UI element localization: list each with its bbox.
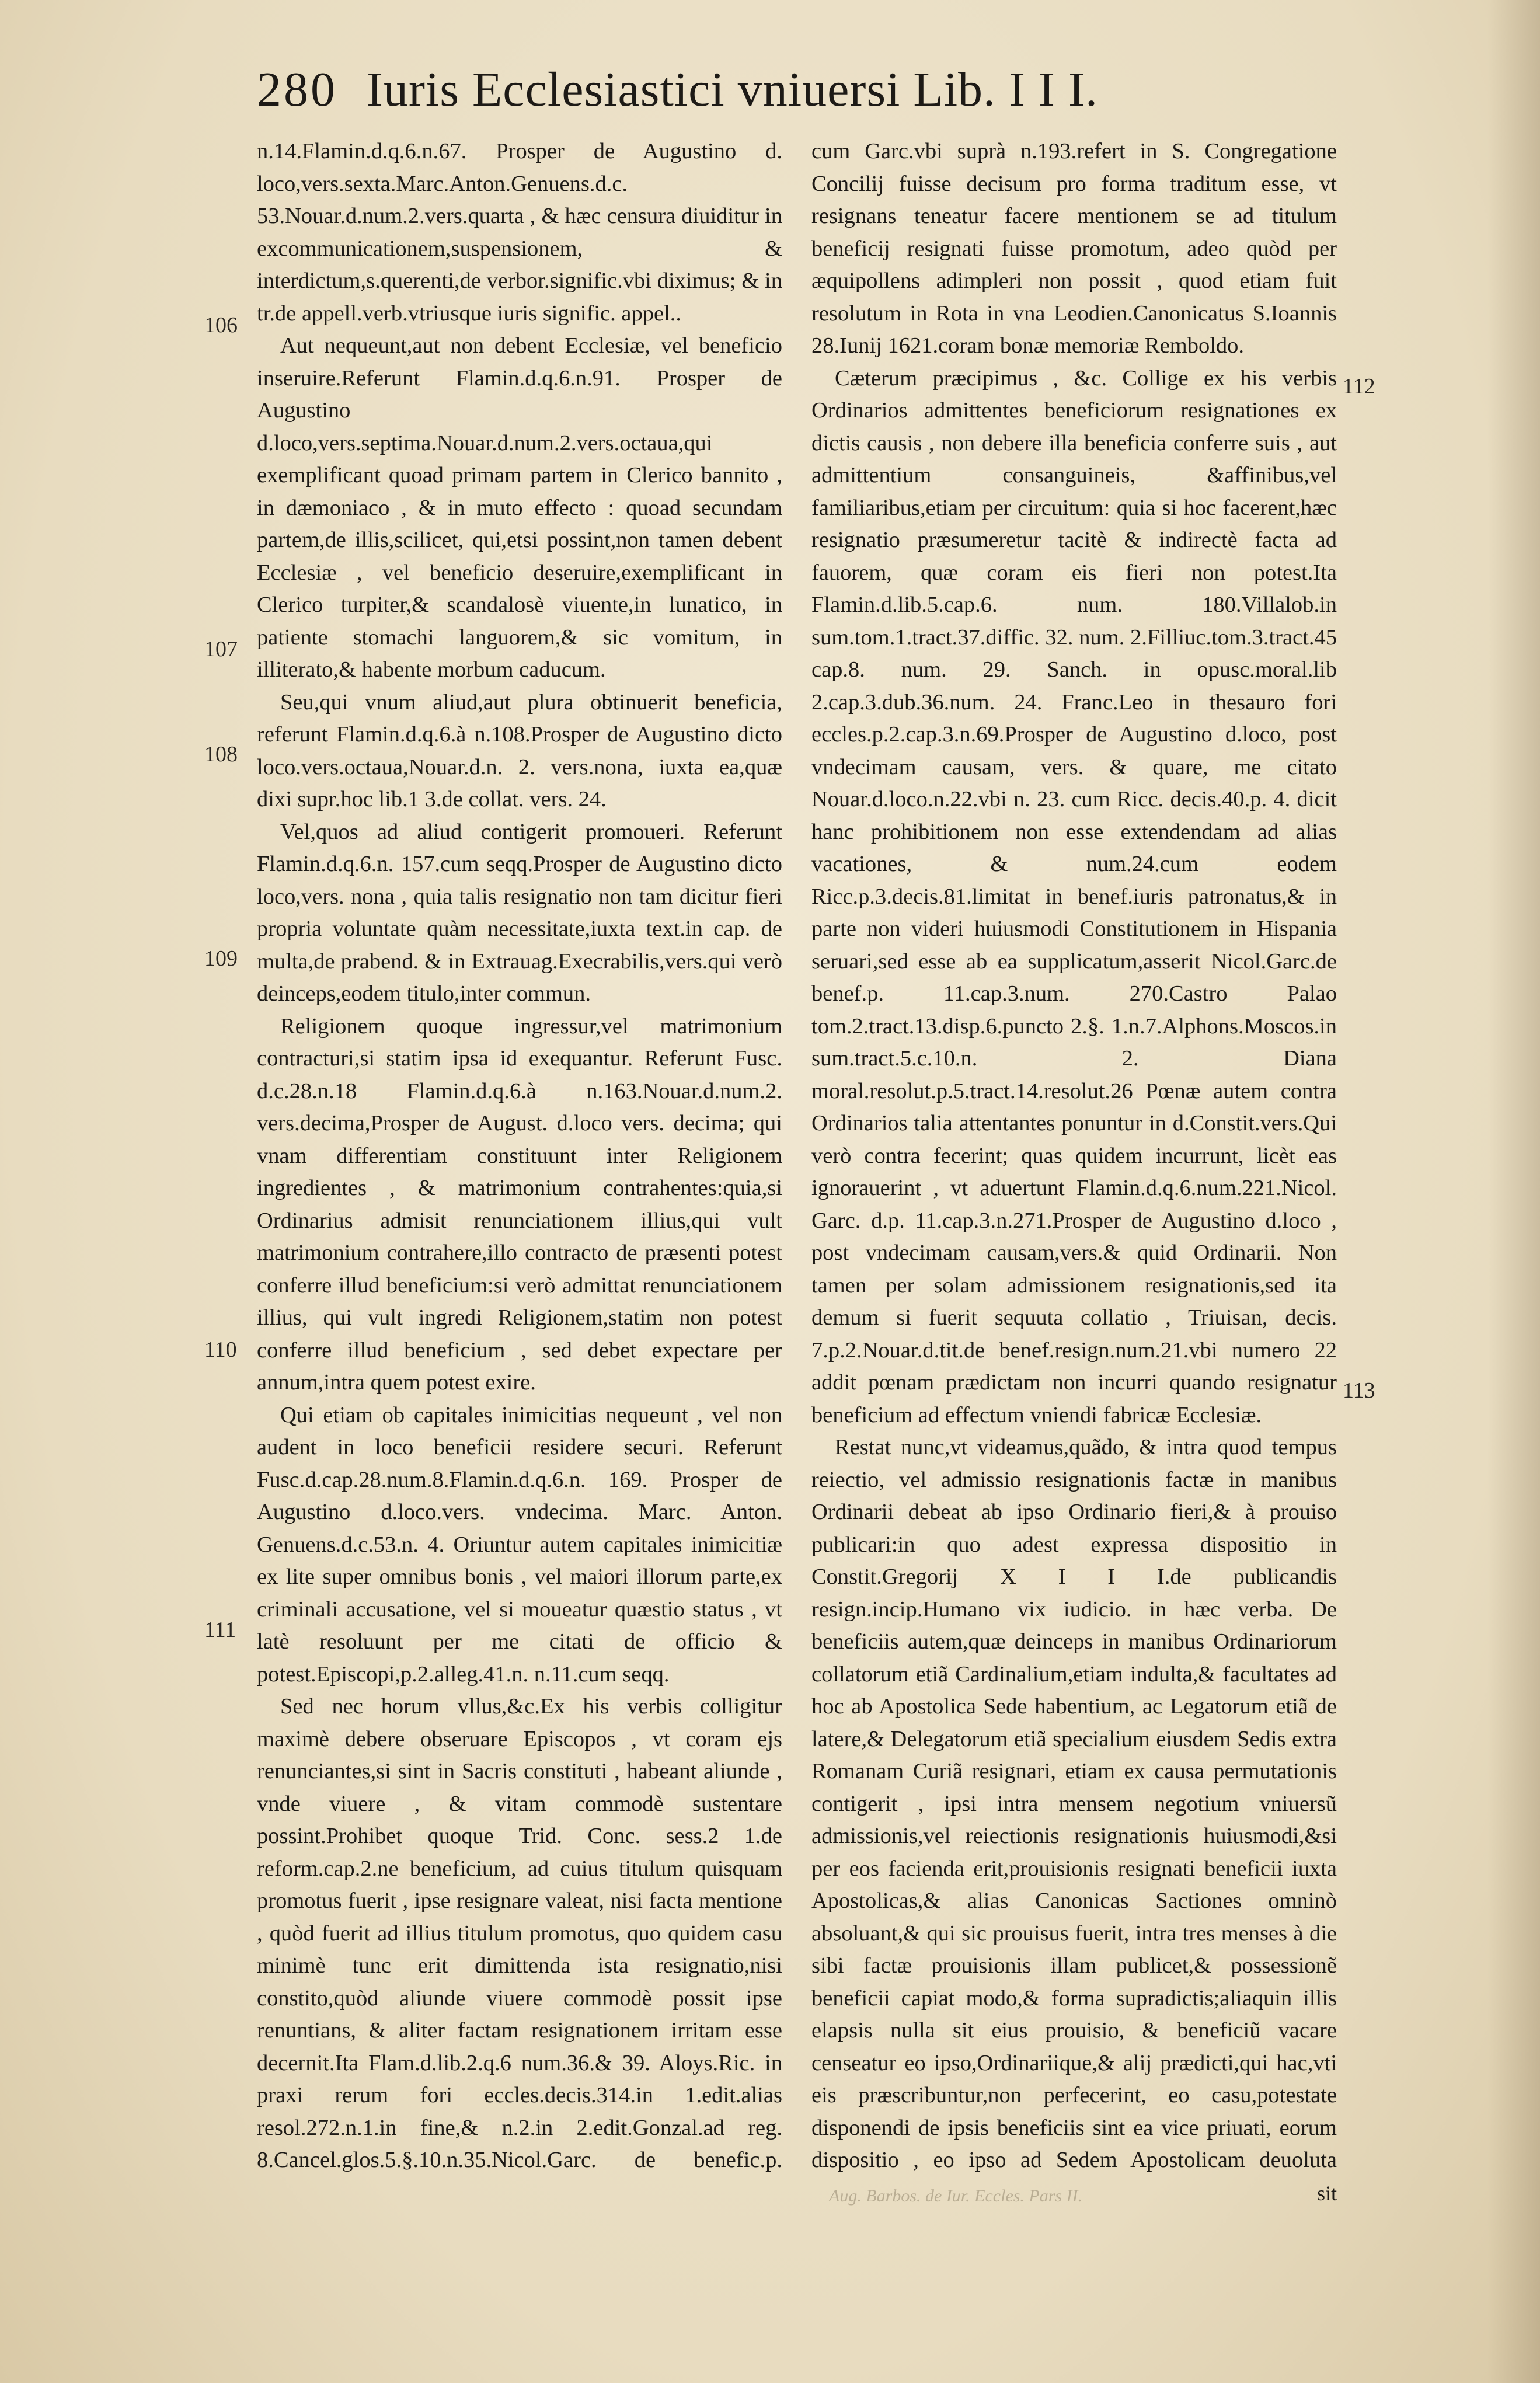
paragraph: Cæterum præcipimus , &c. Collige ex his verbis Ordinarios admittentes beneficiorum resignationes ex dictis causis , non debere illa beneficia conferre suis , aut admittentium consanguineis, &affinibus,vel familiaribus,etiam per circuitum: quia si hoc facerent,hæc resignatio præsumeretur tacitè & indirectè facta ad fauorem, quæ coram eis fieri non potest.Ita Flamin.d.lib.5.cap.6. num. 180.Villalob.in sum.tom.1.tract.37.diffic. 32. num. 2.Filliuc.tom.3.tract.45 cap.8. num. 29. Sanch. in opusc.moral.lib 2.cap.3.dub.36.num. 24. Franc.Leo in thesauro fori eccles.p.2.cap.3.n.69.Prosper de Augustino d.loco, post vndecimam causam, vers. & quare, me citato Nouar.d.loco.n.22.vbi n. 23. cum Ricc. decis.40.p. 4. dicit hanc prohibitionem non esse extendendam ad alias vacationes, & num.24.cum eodem Ricc.p.3.decis.81.limitat in benef.iuris patronatus,& in parte non videri huiusmodi Constitutionem in Hispania seruari,sed esse ab ea supplicatum,asserit Nicol.Garc.de benef.p. 11.cap.3.num. 270.Castro Palao tom.2.tract.13.disp.6.puncto 2.§. 1.n.7.Alphons.Moscos.in sum.tract.5.c.10.n. 2. Diana moral.resolut.p.5.tract.14.resolut.26 Pœnæ autem contra Ordinarios talia attentantes ponuntur in d.Constit.vers.Qui verò contra fecerint; quas quidem incurrunt, licèt eas ignorauerint , vt aduertunt Flamin.d.q.6.num.221.Nicol. Garc. d.p. 11.cap.3.n.271.Prosper de Augustino d.loco , post vndecimam causam,vers.& quid Ordinarii. Non tamen per solam admissionem resignationis,sed ita demum si fuerit sequuta collatio , Triuisan, decis. 7.p.2.Nouar.d.tit.de benef.resign.num.21.vbi numero 22 addit pœnam prædictam non incurri quando resignatur beneficium ad effectum vniendi fabricæ Ecclesiæ. bbox=[811, 365, 1337, 1427]
paragraph: Qui etiam ob capitales inimicitias nequeunt , vel non audent in loco beneficii residere securi. Referunt Fusc.d.cap.28.num.8.Flamin.d.q.6.n. 169. Prosper de Augustino d.loco.vers. vndecima. Marc. Anton. Genuens.d.c.53.n. 4. Oriuntur autem capitales inimicitiæ ex lite super omnibus bonis , vel maiori illorum parte,ex criminali accusatione, vel si moueatur quæstio status , vt latè resoluunt per me citati de officio & potest.Episcopi,p.2.alleg.41.n. n.11.cum seqq. bbox=[257, 1402, 782, 1687]
right-text-column bbox=[811, 135, 1337, 2179]
paragraph: Sed nec horum vllus,&c.Ex his verbis colligitur maximè debere obseruare Episcopos , vt coram ejs renunciantes,si sint in Sacris constituti , habeant aliunde , vnde viuere , & vitam commodè sustentare possint.Prohibet quoque Trid. Conc. sess.2 1.de reform.cap.2.ne beneficium, ad cuius titulum quisquam promotus fuerit , ipse resignare valeat, nisi facta mentione , quòd fuerit ad illius titulum promotus, quo quidem casu minimè tunc erit dimittenda ista resignatio,nisi constito,quòd aliunde viuere commodè possit ipse renuntians, & aliter factam resignationem irritam esse decernit.Ita Flam.d.lib.2.q.6 num.36.& 39. Aloys.Ric. in praxi rerum fori eccles.decis.314.in 1.edit.alias resol.272.n.1.in fine,& n.2.in 2.edit.Gonzal.ad reg. 8.Cancel.glos.5.§.10.n.35.Nicol.Garc. de benefic.p. bbox=[257, 1694, 782, 2172]
margin-number-108: 108 bbox=[204, 742, 238, 767]
margin-number-111: 111 bbox=[204, 1618, 236, 1642]
catchword: sit bbox=[1316, 2182, 1337, 2205]
margin-number-113: 113 bbox=[1343, 1378, 1375, 1403]
paragraph: Vel,quos ad aliud contigerit promoueri. Referunt Flamin.d.q.6.n. 157.cum seqq.Prosper de Augustino dicto loco,vers. nona , quia talis resignatio non tam dicitur fieri propria voluntate quàm necessitate,iuxta text.in cap. de multa,de prabend. & in Extrauag.Execrabilis,vers.qui verò deinceps,eodem titulo,inter commun. bbox=[257, 819, 782, 1006]
page-number: 280 bbox=[257, 62, 337, 117]
paragraph: Aut nequeunt,aut non debent Ecclesiæ, vel beneficio inseruire.Referunt Flamin.d.q.6.n.91. Prosper de Augustino d.loco,vers.septima.Nouar.d.num.2.vers.octaua,qui exemplificant quoad primam partem in Clerico bannito , in dæmoniaco , & in muto effecto : quoad secundam partem,de illis,scilicet, qui,etsi possint,non tamen debent Ecclesiæ , vel beneficio deseruire,exemplificant in Clerico turpiter,& scandalosè viuente,in lunatico, in patiente stomachi languorem,& sic vomitum, in illiterato,& habente morbum caducum. bbox=[257, 333, 782, 682]
margin-number-109: 109 bbox=[204, 946, 238, 971]
margin-number-107: 107 bbox=[204, 637, 238, 661]
bleed-through-text: Aug. Barbos. de Iur. Eccles. Pars II. bbox=[829, 2186, 1083, 2206]
page-gutter-shadow bbox=[1487, 0, 1540, 2383]
running-header bbox=[257, 61, 1331, 126]
margin-number-112: 112 bbox=[1343, 374, 1375, 399]
paragraph: n.14.Flamin.d.q.6.n.67. Prosper de Augustino d. loco,vers.sexta.Marc.Anton.Genuens.d.c. 53.Nouar.d.num.2.vers.quarta , & hæc censura diuiditur in excommunicationem,suspensionem, & interdictum,s.querenti,de verbor.signific.vbi diximus; & in tr.de appell.verb.vtriusque iuris signific. appel.. bbox=[257, 139, 782, 326]
running-title: Iuris Ecclesiastici vniuersi Lib. I I I. bbox=[367, 62, 1098, 117]
margin-number-110: 110 bbox=[204, 1337, 237, 1362]
paragraph: Restat nunc,vt videamus,quãdo, & intra quod tempus reiectio, vel admissio resignationis factæ in manibus Ordinarii debeat ab ipso Ordinario fieri,& à prouiso publicari:in quo adest expressa dispositio in Constit.Gregorij X I I I.de publicandis resign.incip.Humano vix iudicio. in hæc verba. De beneficiis autem,quæ deinceps in manibus Ordinariorum collatorum etiã Cardinalium,etiam indulta,& facultates ad hoc ab Apostolica Sede habentium, ac Legatorum etiã de latere,& Delegatorum etiã specialium eiusdem Sedis extra Romanam Curiã resignari, etiam ex causa permutationis contigerit , ipsi intra mensem negotium vniuersũ admissionis,vel reiectionis resignationis huiusmodi,&si per eos facienda erit,prouisionis resignati beneficii iuxta Apostolicas,& alias Canonicas Sactiones omninò absoluant,& qui sic prouisus fuerit, intra tres menses à die sibi factæ prouisionis illam publicet,& possessionẽ beneficii capiat modo,& forma supradictis;aliaquin illis elapsis nulla sit eius prouisio, & beneficiũ vacare censeatur eo ipso,Ordinariique,& alij prædicti,qui hac,vti eis præscribuntur,non perfecerint, eo casu,potestate disponendi de ipsis beneficiis sint ea vice priuati, eorum dispositio , eo ipso ad Sedem Apostolicam deuoluta bbox=[811, 1435, 1337, 2172]
paragraph: Seu,qui vnum aliud,aut plura obtinuerit beneficia, referunt Flamin.d.q.6.à n.108.Prosper de Augustino dicto loco.vers.octaua,Nouar.d.n. 2. vers.nona, iuxta ea,quæ dixi supr.hoc lib.1 3.de collat. vers. 24. bbox=[257, 689, 782, 811]
margin-number-106: 106 bbox=[204, 313, 238, 337]
left-text-column bbox=[257, 135, 782, 2179]
paragraph: cum Garc.vbi suprà n.193.refert in S. Congregatione Concilij fuisse decisum pro forma traditum esse, vt resignans teneatur facere mentionem se ad titulum beneficij resignati fuisse promotum, adeo quòd per æquipollens adimpleri non possit , quod etiam fuit resolutum in Rota in vna Leodien.Canonicatus S.Ioannis 28.Iunij 1621.coram bonæ memoriæ Remboldo. bbox=[811, 139, 1337, 358]
paragraph: Religionem quoque ingressur,vel matrimonium contracturi,si statim ipsa id exequantur. Referunt Fusc. d.c.28.n.18 Flamin.d.q.6.à n.163.Nouar.d.num.2. vers.decima,Prosper de August. d.loco vers. decima; qui vnam differentiam constituunt inter Religionem ingredientes , & matrimonium contrahentes:quia,si Ordinarius admisit renunciationem illius,qui vult matrimonium contrahere,illo contracto de præsenti potest conferre illud beneficium:si verò admittat renunciationem illius, qui vult ingredi Religionem,statim non potest conferre illud beneficium , sed debet expectare per annum,intra quem potest exire. bbox=[257, 1013, 782, 1395]
